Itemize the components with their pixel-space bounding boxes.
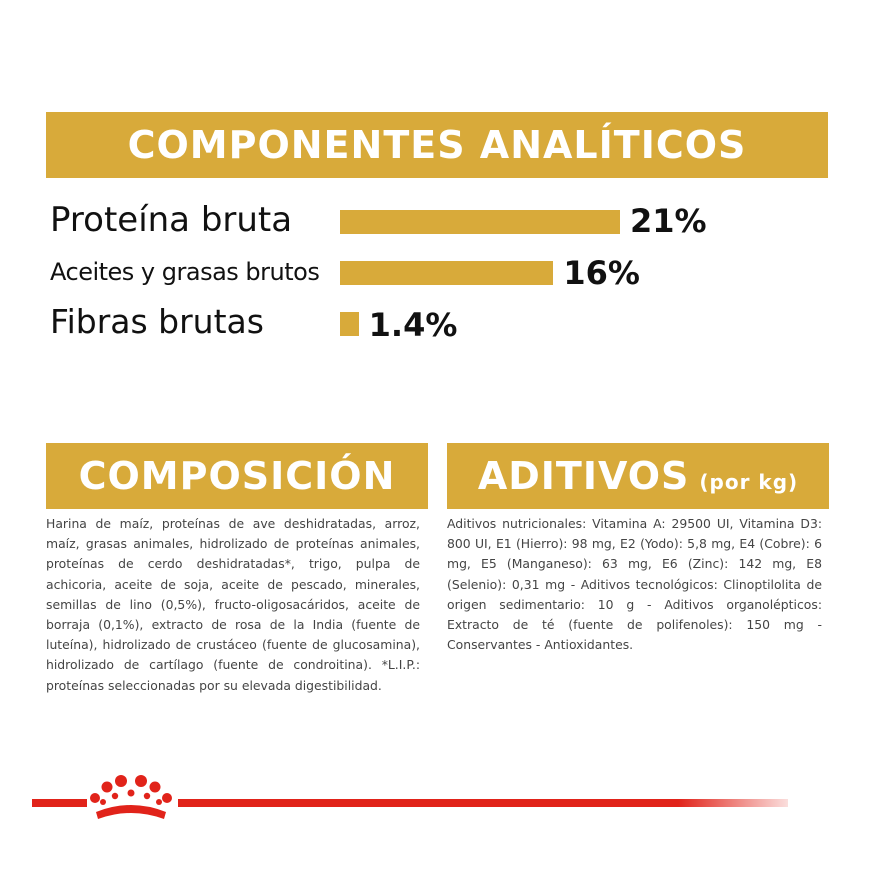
protein-label: Proteína bruta xyxy=(50,200,293,240)
protein-bar xyxy=(340,210,620,234)
fiber-bar xyxy=(340,312,359,336)
footer-red-line-left xyxy=(32,799,87,807)
fats-value: 16% xyxy=(563,254,640,292)
composition-text: Harina de maíz, proteínas de ave deshidratadas, arroz, maíz, grasas animales, hidrolizado de proteínas animales, proteínas de cerdo deshidratadas*, trigo, pulpa de achicoria, aceite de soja, aceite de pescado, minerales, semillas de lino (0,5%), fructo-oligosacáridos, aceite de borraja (0,1%), extracto de rosa de la India (fuente de luteína), hidrolizado de crustáceo (fuente de glucosamina), hidrolizado de cartílago (fuente de condroitina). *L.I.P.: proteínas seleccionadas por su elevada digestibilidad. xyxy=(46,516,420,693)
additives-text: Aditivos nutricionales: Vitamina A: 29500 UI, Vitamina D3: 800 UI, E1 (Hierro): 98 mg, E2 (Yodo): 5,8 mg, E4 (Cobre): 6 mg, E5 (Manganeso): 63 mg, E6 (Zinc): 142 mg, E8 (Selenio): 0,31 mg - Aditivos tecnológicos: Clinoptilolita de origen sedimentario: 10 g - Aditivos organolépticos: Extracto de té (fuente de polifenoles): 150 mg - Conservantes - Antioxidantes. xyxy=(447,516,822,653)
additives-title: ADITIVOS xyxy=(477,454,690,498)
analytic-components-banner xyxy=(46,112,828,178)
fats-bar xyxy=(340,261,553,285)
protein-value: 21% xyxy=(630,202,707,240)
analytic-components-title: COMPONENTES ANALÍTICOS xyxy=(127,123,747,167)
fats-label: Aceites y grasas brutos xyxy=(50,258,320,286)
composition-banner xyxy=(46,443,428,509)
fiber-label: Fibras brutas xyxy=(50,302,264,341)
fiber-value: 1.4% xyxy=(368,306,458,344)
crown-logo-icon xyxy=(86,772,176,828)
additives-banner xyxy=(447,443,829,509)
composition-title: COMPOSICIÓN xyxy=(78,454,396,498)
footer-red-line-right xyxy=(178,799,788,807)
additives-unit: (por kg) xyxy=(699,470,799,494)
